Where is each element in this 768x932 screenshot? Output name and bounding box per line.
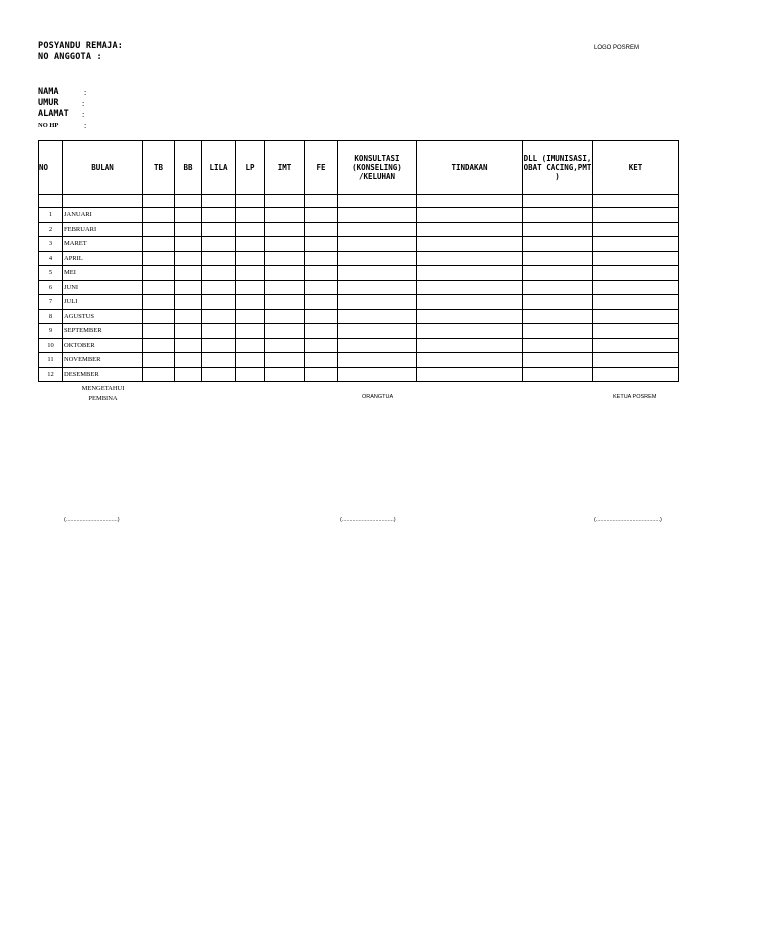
table-row — [39, 324, 679, 339]
table-cell-empty — [305, 237, 338, 252]
table-row — [39, 338, 679, 353]
table-row — [39, 237, 679, 252]
table-cell-empty — [236, 353, 265, 368]
table-cell-empty — [175, 251, 202, 266]
row-number: 2 — [39, 222, 63, 237]
row-number: 8 — [39, 309, 63, 324]
table-cell-empty — [265, 280, 305, 295]
table-row — [39, 208, 679, 223]
table-cell-empty — [175, 324, 202, 339]
mengetahui-label: MENGETAHUI — [81, 385, 125, 392]
table-cell-empty — [143, 237, 175, 252]
table-cell-empty — [265, 367, 305, 382]
table-cell-empty — [175, 367, 202, 382]
table-cell-empty — [143, 353, 175, 368]
table-cell-empty — [523, 324, 593, 339]
field-label: UMUR — [38, 98, 59, 108]
table-cell-empty — [175, 309, 202, 324]
col-header-imt: IMT — [265, 141, 305, 195]
table-row — [39, 222, 679, 237]
table-row — [39, 251, 679, 266]
table-cell-empty — [175, 222, 202, 237]
table-cell-empty — [265, 309, 305, 324]
table-cell-empty — [338, 208, 417, 223]
row-month: MARET — [63, 237, 143, 252]
monthly-record-table — [38, 140, 679, 382]
orangtua-label: ORANGTUA — [362, 394, 394, 400]
table-cell-empty — [523, 280, 593, 295]
table-cell-empty — [523, 266, 593, 281]
col-header-konsultasi: KONSULTASI (KONSELING) /KELUHAN — [338, 141, 417, 195]
table-cell-empty — [236, 295, 265, 310]
table-cell-empty — [417, 324, 523, 339]
col-header-lila: LILA — [202, 141, 236, 195]
table-cell-empty — [175, 208, 202, 223]
col-header-bb: BB — [175, 141, 202, 195]
table-cell-empty — [202, 222, 236, 237]
table-cell-empty — [265, 208, 305, 223]
table-cell-empty — [202, 367, 236, 382]
row-number: 3 — [39, 237, 63, 252]
table-cell-empty — [305, 280, 338, 295]
table-cell-empty — [202, 324, 236, 339]
row-month: FEBRUARI — [63, 222, 143, 237]
table-cell-empty — [523, 295, 593, 310]
table-cell-empty — [338, 353, 417, 368]
table-cell-empty — [523, 353, 593, 368]
table-cell-empty — [338, 324, 417, 339]
table-cell-empty — [593, 222, 679, 237]
ketua-posrem-label: KETUA POSREM — [613, 394, 657, 400]
table-cell-empty — [202, 309, 236, 324]
table-cell-empty — [338, 251, 417, 266]
row-month: JUNI — [63, 280, 143, 295]
table-cell-empty — [417, 338, 523, 353]
row-month: NOVEMBER — [63, 353, 143, 368]
table-cell-empty — [143, 280, 175, 295]
table-cell-empty — [202, 353, 236, 368]
table-header-row — [39, 141, 679, 195]
table-row — [39, 367, 679, 382]
col-header-ket: KET — [593, 141, 679, 195]
table-cell-empty — [265, 353, 305, 368]
table-cell-empty — [305, 295, 338, 310]
row-month: DESEMBER — [63, 367, 143, 382]
row-month: SEPTEMBER — [63, 324, 143, 339]
col-header-tindakan: TINDAKAN — [417, 141, 523, 195]
table-cell-empty — [523, 222, 593, 237]
table-cell-empty — [305, 367, 338, 382]
table-cell-empty — [143, 222, 175, 237]
col-header-tb: TB — [143, 141, 175, 195]
table-cell-empty — [236, 237, 265, 252]
row-number: 1 — [39, 208, 63, 223]
table-cell-empty — [593, 324, 679, 339]
table-cell-empty — [523, 367, 593, 382]
row-number: 11 — [39, 353, 63, 368]
table-row — [39, 295, 679, 310]
field-colon: : — [82, 99, 85, 108]
table-cell-empty — [338, 367, 417, 382]
table-cell-empty — [175, 237, 202, 252]
table-cell-empty — [175, 338, 202, 353]
table-cell-empty — [305, 251, 338, 266]
field-colon: : — [84, 121, 87, 130]
field-colon: : — [84, 88, 87, 97]
table-cell-empty — [236, 324, 265, 339]
table-cell-empty — [338, 222, 417, 237]
table-cell-empty — [417, 237, 523, 252]
table-cell-empty — [175, 353, 202, 368]
field-colon: : — [82, 110, 85, 119]
row-number: 4 — [39, 251, 63, 266]
field-umur — [38, 98, 58, 109]
signature-line-orangtua: (..................................) — [340, 517, 396, 523]
table-cell-empty — [417, 266, 523, 281]
table-cell-empty — [523, 251, 593, 266]
table-cell-empty — [417, 353, 523, 368]
table-cell-empty — [417, 251, 523, 266]
row-month: AGUSTUS — [63, 309, 143, 324]
table-spacer-row — [39, 195, 679, 208]
table-cell-empty — [338, 309, 417, 324]
table-cell-empty — [236, 309, 265, 324]
table-row — [39, 353, 679, 368]
table-cell-empty — [593, 338, 679, 353]
table-cell-empty — [175, 280, 202, 295]
table-cell-empty — [202, 266, 236, 281]
table-cell-empty — [523, 208, 593, 223]
row-number: 9 — [39, 324, 63, 339]
row-month: OKTOBER — [63, 338, 143, 353]
table-cell-empty — [338, 295, 417, 310]
table-cell-empty — [305, 353, 338, 368]
table-cell-empty — [236, 222, 265, 237]
table-cell-empty — [265, 222, 305, 237]
table-cell-empty — [236, 367, 265, 382]
table-cell-empty — [305, 324, 338, 339]
field-no-hp: NO HP — [38, 122, 59, 129]
table-cell-empty — [143, 295, 175, 310]
table-cell-empty — [202, 251, 236, 266]
row-number: 5 — [39, 266, 63, 281]
table-cell-empty — [523, 309, 593, 324]
table-cell-empty — [417, 208, 523, 223]
row-number: 6 — [39, 280, 63, 295]
table-cell-empty — [265, 338, 305, 353]
table-cell-empty — [265, 295, 305, 310]
signature-pembina — [70, 384, 136, 404]
row-month: APRIL — [63, 251, 143, 266]
signature-line-pembina: (..................................) — [64, 517, 120, 523]
table-cell-empty — [265, 324, 305, 339]
table-cell-empty — [143, 367, 175, 382]
table-cell-empty — [305, 309, 338, 324]
table-cell-empty — [338, 338, 417, 353]
table-cell-empty — [417, 222, 523, 237]
table-cell-empty — [175, 295, 202, 310]
field-label: NAMA — [38, 87, 59, 97]
row-number: 10 — [39, 338, 63, 353]
table-cell-empty — [143, 338, 175, 353]
no-anggota-label: NO ANGGOTA : — [38, 52, 102, 62]
table-cell-empty — [593, 309, 679, 324]
table-cell-empty — [305, 266, 338, 281]
table-cell-empty — [175, 266, 202, 281]
table-cell-empty — [305, 338, 338, 353]
table-cell-empty — [236, 266, 265, 281]
row-month: JANUARI — [63, 208, 143, 223]
table-row — [39, 309, 679, 324]
col-header-fe: FE — [305, 141, 338, 195]
table-cell-empty — [417, 367, 523, 382]
table-cell-empty — [202, 295, 236, 310]
field-alamat — [38, 109, 69, 120]
table-cell-empty — [236, 338, 265, 353]
table-cell-empty — [305, 208, 338, 223]
table-cell-empty — [265, 266, 305, 281]
table-cell-empty — [523, 237, 593, 252]
table-cell-empty — [202, 208, 236, 223]
table-cell-empty — [593, 251, 679, 266]
table-cell-empty — [593, 295, 679, 310]
field-label: ALAMAT — [38, 109, 69, 119]
signature-line-ketua: (..........................................) — [594, 517, 662, 523]
field-nama — [38, 87, 58, 98]
table-cell-empty — [143, 266, 175, 281]
table-cell-empty — [202, 237, 236, 252]
table-cell-empty — [265, 251, 305, 266]
table-cell-empty — [338, 280, 417, 295]
table-cell-empty — [143, 208, 175, 223]
table-cell-empty — [338, 266, 417, 281]
row-number: 7 — [39, 295, 63, 310]
table-row — [39, 266, 679, 281]
row-number: 12 — [39, 367, 63, 382]
table-cell-empty — [143, 309, 175, 324]
table-cell-empty — [143, 324, 175, 339]
table-cell-empty — [593, 237, 679, 252]
table-cell-empty — [202, 280, 236, 295]
posyandu-title: POSYANDU REMAJA: — [38, 41, 124, 51]
table-cell-empty — [523, 338, 593, 353]
col-header-bulan: BULAN — [63, 141, 143, 195]
table-cell-empty — [305, 222, 338, 237]
logo-placeholder: LOGO POSREM — [594, 45, 640, 51]
table-cell-empty — [265, 237, 305, 252]
col-header-lp: LP — [236, 141, 265, 195]
table-cell-empty — [202, 338, 236, 353]
table-cell-empty — [143, 251, 175, 266]
table-cell-empty — [236, 208, 265, 223]
col-header-dll: DLL (IMUNISASI, OBAT CACING,PMT ) — [523, 141, 593, 195]
col-header-no: NO — [39, 141, 63, 195]
table-cell-empty — [417, 309, 523, 324]
table-cell-empty — [593, 353, 679, 368]
table-cell-empty — [236, 280, 265, 295]
row-month: JULI — [63, 295, 143, 310]
table-cell-empty — [236, 251, 265, 266]
table-cell-empty — [417, 280, 523, 295]
table-cell-empty — [417, 295, 523, 310]
row-month: MEI — [63, 266, 143, 281]
table-cell-empty — [593, 367, 679, 382]
table-row — [39, 280, 679, 295]
pembina-label: PEMBINA — [88, 395, 118, 402]
table-cell-empty — [593, 280, 679, 295]
table-cell-empty — [593, 266, 679, 281]
table-cell-empty — [593, 208, 679, 223]
table-cell-empty — [338, 237, 417, 252]
